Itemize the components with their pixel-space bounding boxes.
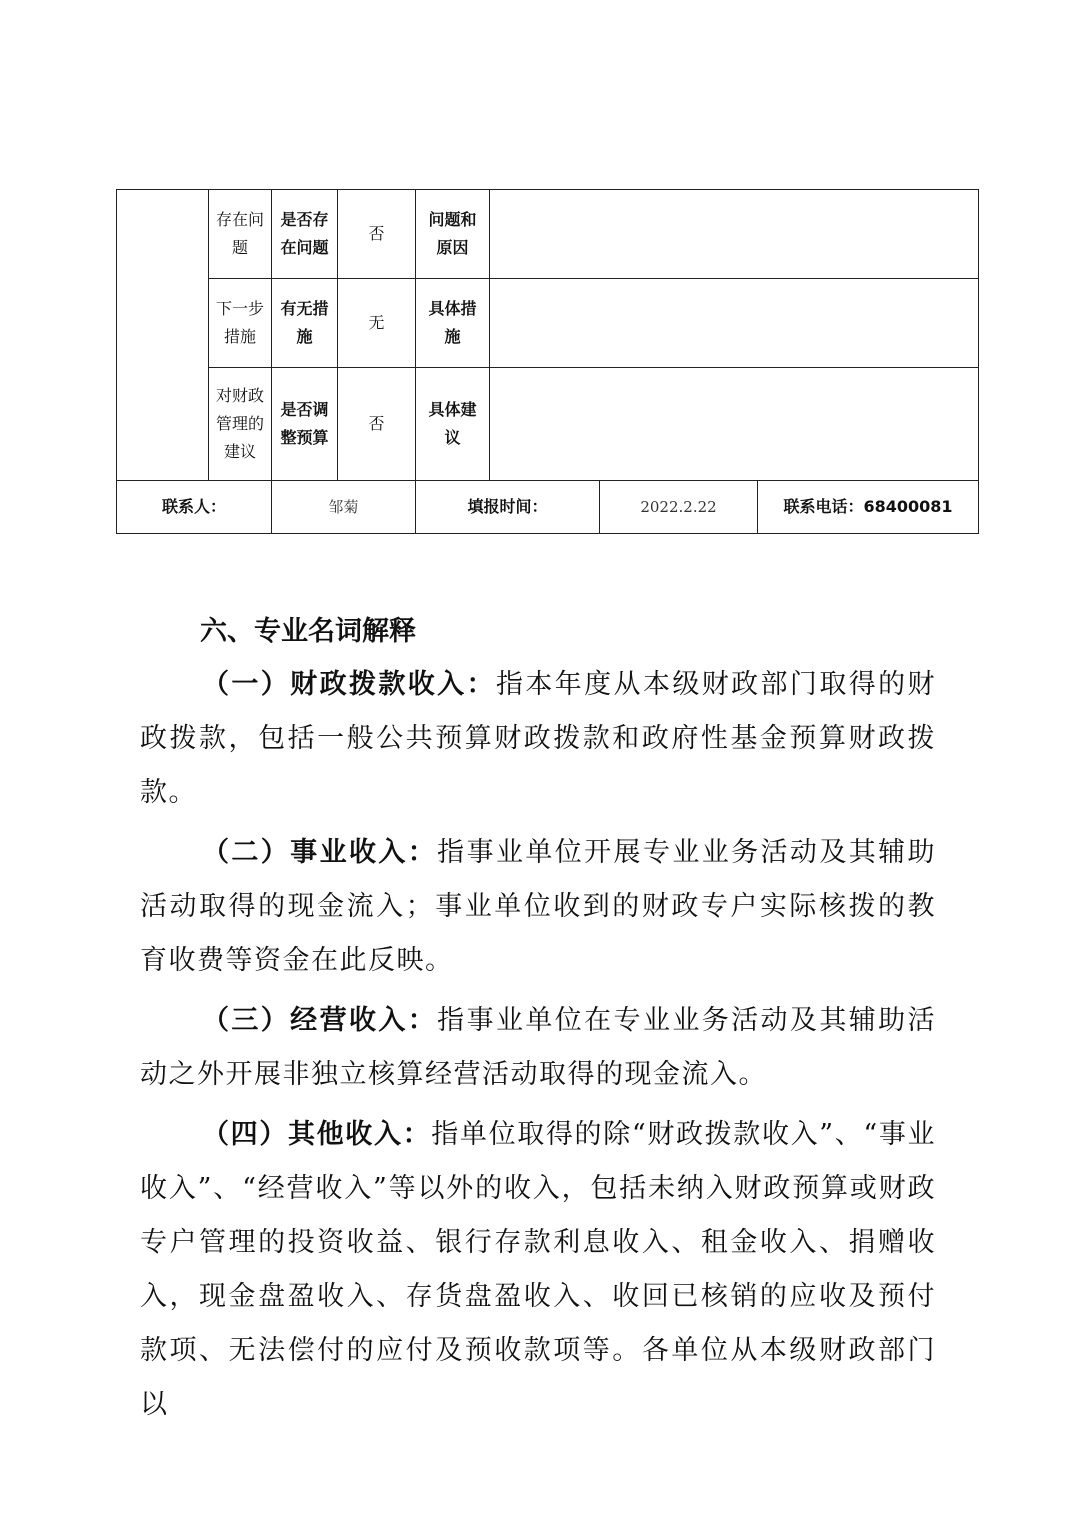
glossary-item [140, 826, 936, 988]
table-row [117, 190, 979, 279]
detail-value-cell [490, 368, 979, 481]
detail-value-cell [490, 190, 979, 279]
contact-row [117, 481, 979, 534]
glossary-term: （一）财政拨款收入： [202, 669, 496, 700]
glossary-text: 指单位取得的除“财政拨款收入”、“事业收入”、“经营收入”等以外的收入，包括未纳入财政预算或财政专户管理的投资收益、银行存款利息收入、租金收入、捐赠收入，现金盘盈收入、存货盘盈收入、收回已核销的应收及预付款项、无法偿付的应付及预收款项等。各单位从本级财政部门以 [140, 1119, 936, 1420]
glossary-text: 指本年度从本级财政部门取得的财政拨款，包括一般公共预算财政拨款和政府性基金预算财政拨款。 [140, 669, 937, 808]
detail-value-cell [490, 279, 979, 368]
table-row [117, 279, 979, 368]
glossary-term: （四）其他收入： [202, 1119, 432, 1150]
phone-cell: 联系电话：68400081 [758, 481, 979, 534]
question-cell: 是否调整预算 [272, 368, 338, 481]
contact-name: 邹菊 [272, 481, 416, 534]
date-label: 填报时间： [416, 481, 600, 534]
glossary-term: （二）事业收入： [202, 837, 438, 868]
glossary-section [140, 606, 936, 1438]
section-heading: 六、专业名词解释 [200, 616, 416, 647]
category-cell: 对财政管理的建议 [209, 368, 272, 481]
answer-cell: 无 [338, 279, 416, 368]
glossary-term: （三）经营收入： [202, 1005, 438, 1036]
detail-label-cell: 具体建议 [416, 368, 490, 481]
question-cell: 是否存在问题 [272, 190, 338, 279]
performance-table [116, 189, 979, 534]
table-row [117, 368, 979, 481]
glossary-text: 指事业单位开展专业业务活动及其辅助活动取得的现金流入；事业单位收到的财政专户实际核拨的教育收费等资金在此反映。 [140, 837, 937, 976]
glossary-item [140, 994, 936, 1102]
question-cell: 有无措施 [272, 279, 338, 368]
merged-empty-cell [117, 190, 209, 481]
detail-label-cell: 问题和原因 [416, 190, 490, 279]
contact-label: 联系人： [117, 481, 272, 534]
detail-label-cell: 具体措施 [416, 279, 490, 368]
glossary-text: 指事业单位在专业业务活动及其辅助活动之外开展非独立核算经营活动取得的现金流入。 [140, 1005, 937, 1090]
category-cell: 存在问题 [209, 190, 272, 279]
date-value: 2022.2.22 [600, 481, 758, 534]
category-cell: 下一步措施 [209, 279, 272, 368]
answer-cell: 否 [338, 190, 416, 279]
glossary-item [140, 658, 936, 820]
answer-cell: 否 [338, 368, 416, 481]
glossary-item [140, 1108, 936, 1432]
